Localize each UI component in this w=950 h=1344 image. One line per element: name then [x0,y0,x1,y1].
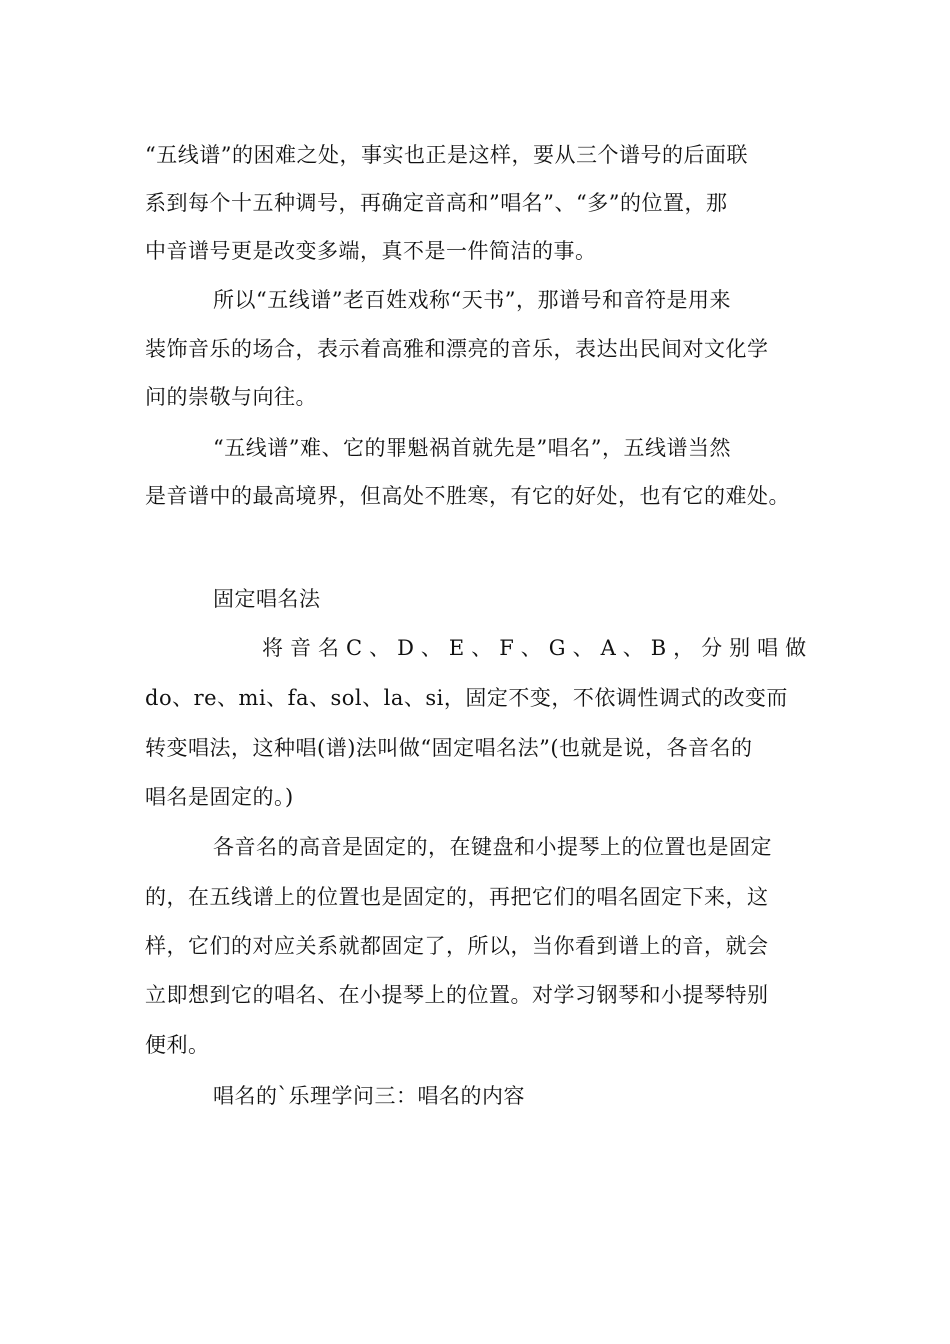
paragraph-line: 中音谱号更是改变多端，真不是一件简洁的事。 [145,239,597,263]
paragraph-line: 样，它们的对应关系就都固定了，所以，当你看到谱上的音，就会 [145,934,769,958]
paragraph-line: 转变唱法，这种唱(谱)法叫做“固定唱名法”(也就是说，各音名的 [145,736,753,760]
paragraph-line: 便利。 [145,1033,210,1057]
paragraph-line: 是音谱中的最高境界，但高处不胜寒，有它的好处，也有它的难处。 [145,484,790,508]
paragraph-line: “五线谱”难、它的罪魁祸首就先是”唱名”，五线谱当然 [213,436,731,460]
paragraph-line: do、re、mi、fa、sol、la、si，固定不变，不依调性调式的改变而 [145,686,788,710]
paragraph-line: 各音名的高音是固定的，在键盘和小提琴上的位置也是固定 [213,835,772,859]
section-heading: 固定唱名法 [213,587,321,611]
paragraph-line: 将音名C、D、E、F、G、A、B，分别唱做 [262,636,814,660]
paragraph-line: 系到每个十五种调号，再确定音高和”唱名”、“多”的位置，那 [145,191,728,215]
paragraph-line: 唱名是固定的。) [145,785,294,809]
section-heading: 唱名的`乐理学问三：唱名的内容 [213,1084,525,1108]
paragraph-line: 问的崇敬与向往。 [145,385,317,409]
paragraph-line: 装饰音乐的场合，表示着高雅和漂亮的音乐，表达出民间对文化学 [145,337,769,361]
paragraph-line: 立即想到它的唱名、在小提琴上的位置。对学习钢琴和小提琴特别 [145,983,769,1007]
paragraph-line: “五线谱”的困难之处，事实也正是这样，要从三个谱号的后面联 [145,143,748,167]
paragraph-line: 的，在五线谱上的位置也是固定的，再把它们的唱名固定下来，这 [145,885,769,909]
paragraph-line: 所以“五线谱”老百姓戏称“天书”，那谱号和音符是用来 [213,288,731,312]
